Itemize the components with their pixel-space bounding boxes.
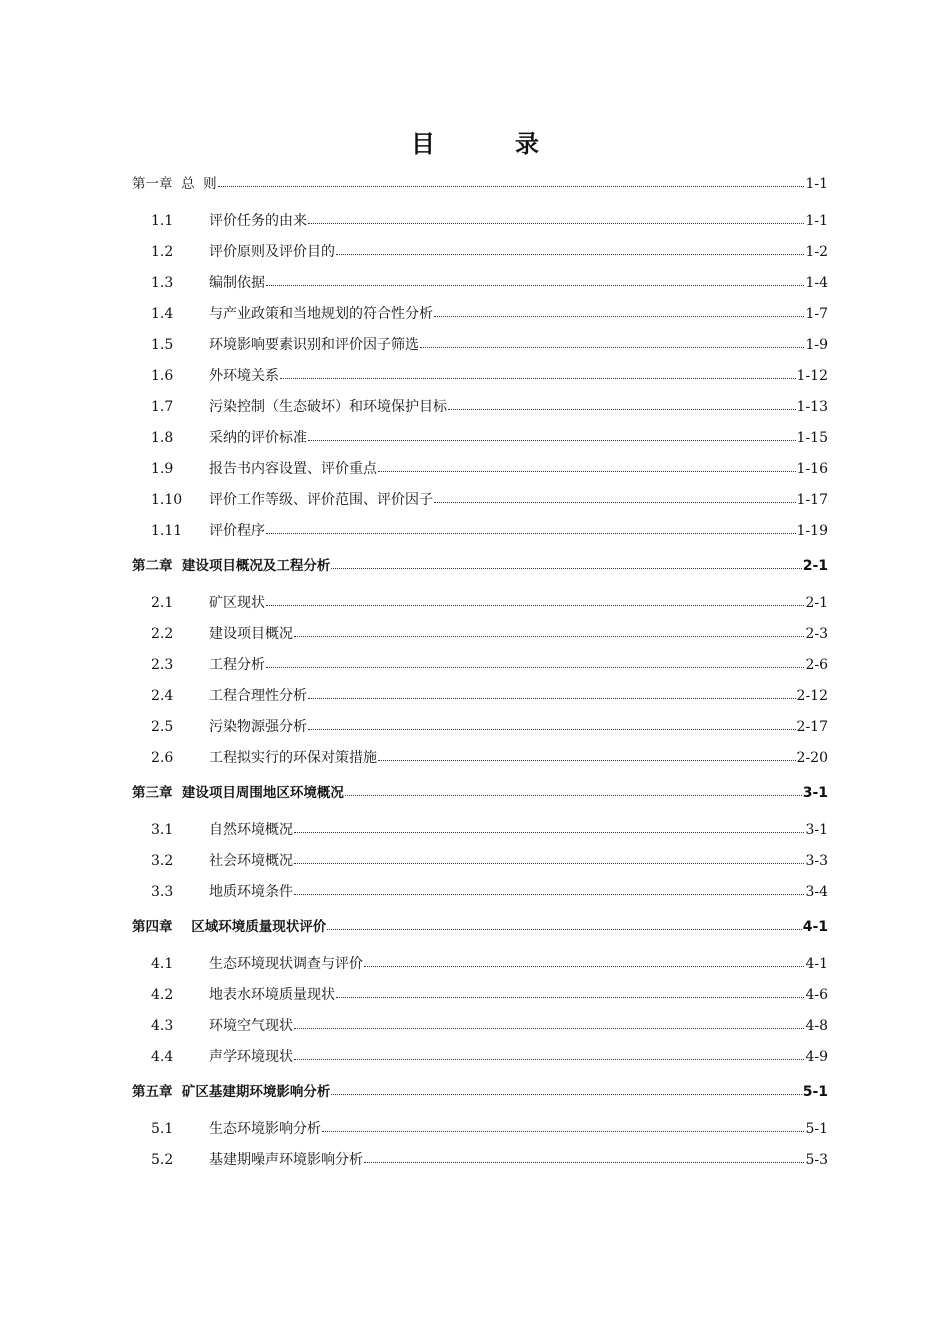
chapter-title: 第一章 总 则 — [132, 176, 217, 192]
section-number: 1.11 — [151, 523, 183, 539]
section-number: 1.4 — [151, 306, 174, 322]
chapter-page-number: 2-1 — [802, 558, 828, 574]
dot-leader — [294, 882, 804, 896]
toc-section-entry[interactable] — [132, 655, 828, 686]
section-page-number: 3-4 — [805, 884, 828, 900]
section-number: 1.10 — [151, 492, 183, 508]
section-title: 评价程序 — [209, 523, 265, 539]
section-page-number: 1-4 — [805, 275, 828, 291]
toc-section-entry[interactable] — [132, 1119, 828, 1150]
dot-leader — [308, 211, 804, 225]
section-number: 1.5 — [151, 337, 174, 353]
section-number: 3.3 — [151, 884, 174, 900]
section-number: 3.1 — [151, 822, 174, 838]
toc-section-entry[interactable] — [132, 954, 828, 985]
dot-leader — [294, 624, 804, 638]
chapter-title: 第三章 建设项目周围地区环境概况 — [132, 785, 344, 801]
dot-leader — [280, 366, 796, 380]
toc-section-entry[interactable] — [132, 1047, 828, 1078]
chapter-title: 第四章 区域环境质量现状评价 — [132, 919, 327, 935]
section-title: 工程合理性分析 — [209, 688, 307, 704]
toc-section-entry[interactable] — [132, 851, 828, 882]
section-page-number: 1-17 — [796, 492, 828, 508]
dot-leader — [308, 428, 796, 442]
section-page-number: 1-7 — [805, 306, 828, 322]
chapter-title: 第五章 矿区基建期环境影响分析 — [132, 1084, 331, 1100]
toc-chapter — [132, 779, 828, 913]
section-page-number: 2-17 — [796, 719, 828, 735]
section-page-number: 3-1 — [805, 822, 828, 838]
dot-leader — [434, 490, 796, 504]
section-page-number: 4-8 — [805, 1018, 828, 1034]
section-number: 4.4 — [151, 1049, 174, 1065]
toc-section-entry[interactable] — [132, 717, 828, 748]
dot-leader — [364, 1150, 804, 1164]
section-title: 建设项目概况 — [209, 626, 293, 642]
section-number: 1.2 — [151, 244, 174, 260]
section-title: 评价原则及评价目的 — [209, 244, 335, 260]
toc-section-list — [132, 944, 828, 1078]
toc-section-list — [132, 810, 828, 913]
section-title: 生态环境影响分析 — [209, 1121, 321, 1137]
section-title: 基建期噪声环境影响分析 — [209, 1152, 363, 1168]
section-page-number: 2-12 — [796, 688, 828, 704]
toc-section-entry[interactable] — [132, 624, 828, 655]
section-number: 2.6 — [151, 750, 174, 766]
chapter-page-number: 3-1 — [802, 785, 828, 801]
section-number: 2.1 — [151, 595, 174, 611]
toc-chapter — [132, 1078, 828, 1181]
toc-section-entry[interactable] — [132, 459, 828, 490]
section-title: 与产业政策和当地规划的符合性分析 — [209, 306, 433, 322]
section-title: 生态环境现状调查与评价 — [209, 956, 363, 972]
toc-section-entry[interactable] — [132, 397, 828, 428]
section-number: 4.2 — [151, 987, 174, 1003]
dot-leader — [331, 1082, 801, 1096]
toc-section-entry[interactable] — [132, 1016, 828, 1047]
dot-leader — [336, 242, 804, 256]
toc-section-list — [132, 201, 828, 552]
toc-chapter-entry[interactable] — [132, 552, 828, 583]
section-number: 5.1 — [151, 1121, 174, 1137]
dot-leader — [378, 459, 796, 473]
section-title: 地质环境条件 — [209, 884, 293, 900]
section-title: 报告书内容设置、评价重点 — [209, 461, 377, 477]
section-number: 5.2 — [151, 1152, 174, 1168]
toc-section-entry[interactable] — [132, 686, 828, 717]
section-title: 污染物源强分析 — [209, 719, 307, 735]
section-page-number: 1-12 — [796, 368, 828, 384]
section-page-number: 1-9 — [805, 337, 828, 353]
section-title: 自然环境概况 — [209, 822, 293, 838]
dot-leader — [266, 593, 804, 607]
section-number: 3.2 — [151, 853, 174, 869]
toc-section-entry[interactable] — [132, 273, 828, 304]
section-title: 工程拟实行的环保对策措施 — [209, 750, 377, 766]
section-number: 1.7 — [151, 399, 174, 415]
section-title: 编制依据 — [209, 275, 265, 291]
table-of-contents — [132, 170, 828, 1181]
section-page-number: 2-1 — [805, 595, 828, 611]
toc-chapter — [132, 913, 828, 1078]
section-number: 1.6 — [151, 368, 174, 384]
section-title: 矿区现状 — [209, 595, 265, 611]
dot-leader — [308, 717, 796, 731]
toc-section-entry[interactable] — [132, 748, 828, 779]
section-title: 外环境关系 — [209, 368, 279, 384]
section-page-number: 1-15 — [796, 430, 828, 446]
dot-leader — [420, 335, 804, 349]
section-page-number: 4-9 — [805, 1049, 828, 1065]
section-page-number: 1-2 — [805, 244, 828, 260]
toc-section-entry[interactable] — [132, 521, 828, 552]
chapter-page-number: 4-1 — [802, 919, 828, 935]
dot-leader — [345, 783, 802, 797]
toc-chapter-entry[interactable] — [132, 1078, 828, 1109]
section-number: 1.9 — [151, 461, 174, 477]
toc-section-entry[interactable] — [132, 882, 828, 913]
dot-leader — [266, 273, 804, 287]
section-title: 评价工作等级、评价范围、评价因子 — [209, 492, 433, 508]
chapter-page-number: 1-1 — [805, 176, 828, 192]
section-title: 评价任务的由来 — [209, 213, 307, 229]
toc-chapter-entry[interactable] — [132, 779, 828, 810]
dot-leader — [308, 686, 796, 700]
section-number: 2.4 — [151, 688, 174, 704]
toc-title: 目 录 — [411, 130, 567, 158]
section-title: 环境影响要素识别和评价因子筛选 — [209, 337, 419, 353]
section-page-number: 1-19 — [796, 523, 828, 539]
toc-section-entry[interactable] — [132, 304, 828, 335]
section-title: 社会环境概况 — [209, 853, 293, 869]
section-title: 污染控制（生态破坏）和环境保护目标 — [209, 399, 447, 415]
toc-section-list — [132, 583, 828, 779]
chapter-page-number: 5-1 — [802, 1084, 828, 1100]
dot-leader — [336, 985, 804, 999]
section-page-number: 5-1 — [805, 1121, 828, 1137]
section-title: 采纳的评价标准 — [209, 430, 307, 446]
section-number: 4.3 — [151, 1018, 174, 1034]
dot-leader — [294, 851, 804, 865]
section-number: 1.8 — [151, 430, 174, 446]
section-number: 1.3 — [151, 275, 174, 291]
toc-section-entry[interactable] — [132, 428, 828, 459]
section-page-number: 2-3 — [805, 626, 828, 642]
toc-section-entry[interactable] — [132, 593, 828, 624]
section-number: 4.1 — [151, 956, 174, 972]
dot-leader — [266, 655, 804, 669]
dot-leader — [448, 397, 796, 411]
dot-leader — [322, 1119, 804, 1133]
toc-section-entry[interactable] — [132, 490, 828, 521]
toc-section-entry[interactable] — [132, 1150, 828, 1181]
section-page-number: 1-16 — [796, 461, 828, 477]
section-title: 环境空气现状 — [209, 1018, 293, 1034]
dot-leader — [434, 304, 804, 318]
toc-chapter — [132, 170, 828, 552]
toc-section-entry[interactable] — [132, 985, 828, 1016]
toc-section-entry[interactable] — [132, 366, 828, 397]
section-title: 工程分析 — [209, 657, 265, 673]
toc-section-list — [132, 1109, 828, 1181]
section-page-number: 1-13 — [796, 399, 828, 415]
dot-leader — [378, 748, 796, 762]
chapter-title: 第二章 建设项目概况及工程分析 — [132, 558, 331, 574]
toc-section-entry[interactable] — [132, 211, 828, 242]
section-page-number: 2-20 — [796, 750, 828, 766]
dot-leader — [364, 954, 804, 968]
section-number: 2.3 — [151, 657, 174, 673]
toc-section-entry[interactable] — [132, 335, 828, 366]
section-number: 2.2 — [151, 626, 174, 642]
dot-leader — [266, 521, 796, 535]
toc-chapter-entry[interactable] — [132, 170, 828, 201]
section-number: 1.1 — [151, 213, 174, 229]
dot-leader — [327, 917, 801, 931]
section-page-number: 4-6 — [805, 987, 828, 1003]
section-title: 声学环境现状 — [209, 1049, 293, 1065]
section-page-number: 1-1 — [805, 213, 828, 229]
dot-leader — [218, 174, 805, 188]
dot-leader — [294, 820, 804, 834]
dot-leader — [294, 1016, 804, 1030]
section-page-number: 4-1 — [805, 956, 828, 972]
dot-leader — [294, 1047, 804, 1061]
section-title: 地表水环境质量现状 — [209, 987, 335, 1003]
section-number: 2.5 — [151, 719, 174, 735]
toc-section-entry[interactable] — [132, 820, 828, 851]
toc-chapter — [132, 552, 828, 779]
section-page-number: 2-6 — [805, 657, 828, 673]
section-page-number: 3-3 — [805, 853, 828, 869]
section-page-number: 5-3 — [805, 1152, 828, 1168]
toc-section-entry[interactable] — [132, 242, 828, 273]
dot-leader — [331, 556, 801, 570]
toc-chapter-entry[interactable] — [132, 913, 828, 944]
